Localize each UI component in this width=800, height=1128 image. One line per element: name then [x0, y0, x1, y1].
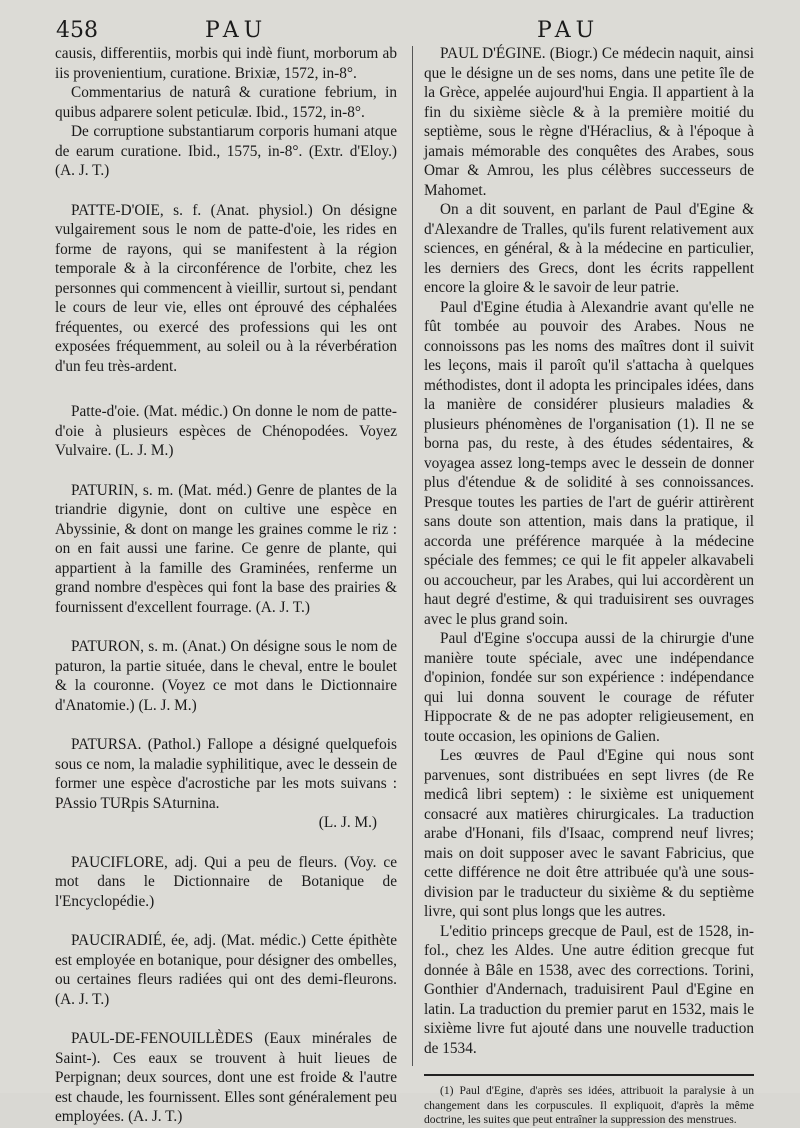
entry-paragraph: De corruptione substantiarum corporis humani atque de earum curatione. Ibid., 1575, in-8°. (Extr. d'Eloy.) (A. J. T.) — [55, 123, 397, 179]
entry-patte-doie: PATTE-D'OIE, s. f. (Anat. physiol.) On désigne vulgairement sous le nom de patte-d'oie, les rides en forme de rayons, qui se manifestent à la région temporale & à la circonférence de l'orbite, chez les personnes qui commencent à vieillir, surtout si, pendant le cours de leur vie, elles ont éprouvé des céphalées fréquentes, ou exercé des professions qui les ont exposées fréquemment, au soleil ou à la réverbération d'un feu très-ardent. — [55, 201, 397, 375]
entry-paturin: PATURIN, s. m. (Mat. méd.) Genre de plantes de la triandrie digynie, dont on cultive une espèce en Abyssinie, & dont on mange les graines comme le riz : on en fait aussi une farine. Ce genre de plante, qui appartient à la famille des Graminées, renferme un grand nombre d'espèces qui font la base des prairies & fournissent d'excellent fourrage. (A. J. T.) — [55, 481, 397, 616]
page-number: 458 — [56, 18, 98, 43]
running-head-left: PAU — [205, 18, 268, 43]
right-column — [424, 44, 754, 1128]
entry-paul-degine: PAUL D'ÉGINE. (Biogr.) Ce médecin naquit, ainsi que le désigne un de ses noms, dans une petite île de la Grèce, appelée aujourd'hui Engia. Il appartient à la fin du sixième siècle & à la première moitié du septième, sous le règne d'Héraclius, & à l'époque à jamais mémorable des conquêtes des Arabes, sous Omar & Amrou, les plus célèbres successeurs de Mahomet. — [424, 45, 754, 199]
entry-paragraph: On a dit souvent, en parlant de Paul d'Egine & d'Alexandre de Tralles, qu'ils furent relativement aux sciences, en général, & à la médecine en particulier, les derniers des Grecs, dont les écrits rappellent encore la gloire & le savoir de leur patrie. — [424, 201, 754, 296]
column-divider — [412, 46, 413, 1066]
entry-patursa: PATURSA. (Pathol.) Fallope a désigné quelquefois sous ce nom, la maladie syphilitique, avec le dessein de former une espèce d'acrostiche par les mots suivans : PAssio TURpis SAturnina. — [55, 736, 397, 812]
entry-pauciflore: PAUCIFLORE, adj. Qui a peu de fleurs. (Voy. ce mot dans le Dictionnaire de Botanique de l'Encyclopédie.) — [55, 853, 397, 910]
running-head-right: PAU — [537, 18, 600, 43]
footnote-rule — [424, 1074, 754, 1076]
entry-paragraph: Commentarius de naturâ & curatione febrium, in quibus adparere solent peticulæ. Ibid., 1572, in-8°. — [55, 84, 397, 121]
footnote: (1) Paul d'Egine, d'après ses idées, attribuoit la paralysie à un changement dans les corpuscules. Il expliquoit, d'après la même doctrine, les suites que peut entraîner la suppression des menstrues. — [424, 1084, 754, 1126]
left-column — [55, 44, 397, 1127]
entry-paragraph: Paul d'Egine étudia à Alexandrie avant qu'elle ne fût tombée au pouvoir des Arabes. Nous ne connoissons pas les noms des maîtres dont il suivit les leçons, mais il paroît qu'il s'attacha à quelques méthodistes, dont il adopta les principales idées, dans la manière de considérer plusieurs maladies & plusieurs phénomènes de l'organisation (1). Il ne se borna pas, du reste, à des études sédentaires, & voyagea assez long-temps avec le dessein de donner plus d'étendue & de solidité à ses connoissances. Presque toutes les parties de l'art de guérir attirèrent sans doute son attention, mais dans la pratique, il accorda une préférence marquée à la médecine spéciale des femmes; ce qui le fit appeler alkavabeli ou accoucheur, par les Arabes, qui lui accordèrent un haut degré d'estime, & qui traduisirent ses ouvrages avec le plus grand soin. — [424, 298, 754, 628]
entry-pauciradie: PAUCIRADIÉ, ée, adj. (Mat. médic.) Cette épithète est employée en botanique, pour désigner des ombelles, ou certaines fleurs radiées qui ont des demi-fleurons. (A. J. T.) — [55, 932, 397, 1008]
entry-paul-de-fenouilledes: PAUL-DE-FENOUILLÈDES (Eaux minérales de Saint-). Ces eaux se trouvent à huit lieues de Perpignan; deux sources, dont une est froide & l'autre est chaude, les fournissent. Elles sont généralement peu employées. (A. J. T.) — [55, 1030, 397, 1125]
entry-patte-doie-mat-medic: Patte-d'oie. (Mat. médic.) On donne le nom de patte-d'oie à plusieurs espèces de Chénopodées. Voyez Vulvaire. (L. J. M.) — [55, 403, 397, 459]
entry-paragraph: L'editio princeps grecque de Paul, est de 1528, in-fol., chez les Aldes. Une autre édition grecque fut donnée à Bâle en 1538, avec des corrections. Torini, Gonthier d'Andernach, traduisirent Paul d'Egine en latin. La traduction du premier parut en 1532, mais le sixième livre fut ajouté dans une nouvelle traduction de 1534. — [424, 922, 754, 1057]
entry-paragraph: Les œuvres de Paul d'Egine qui nous sont parvenues, sont distribuées en sept livres (de Re medicâ libri septem) : le sixième est uniquement consacré aux matières chirurgicales. La traduction arabe d'Honani, fils d'Isaac, comprend neuf livres; mais on doit supposer avec le savant Fabricius, que cette différence ne doit être attribuée qu'à une sous-division par le traducteur du sixième & du septième livre, qui sont plus longs que les autres. — [424, 747, 754, 920]
entry-paturon: PATURON, s. m. (Anat.) On désigne sous le nom de paturon, la partie située, dans le cheval, entre le boulet & la couronne. (Voyez ce mot dans le Dictionnaire d'Anatomie.) (L. J. M.) — [55, 638, 397, 714]
entry-paragraph: Paul d'Egine s'occupa aussi de la chirurgie d'une manière toute spéciale, avec une indépendance d'opinion, fondée sur son expérience : indépendance qui lui donna souvent le courage de réfuter Hippocrate & de ne pas adopter religieusement, en toute occasion, les opinions de Galien. — [424, 630, 754, 745]
entry-signature: (L. J. M.) — [318, 814, 377, 831]
entry-paragraph: causis, differentiis, morbis qui indè fiunt, morborum ab iis provenientium, curatione. Brixiæ, 1572, in-8°. — [55, 45, 397, 82]
